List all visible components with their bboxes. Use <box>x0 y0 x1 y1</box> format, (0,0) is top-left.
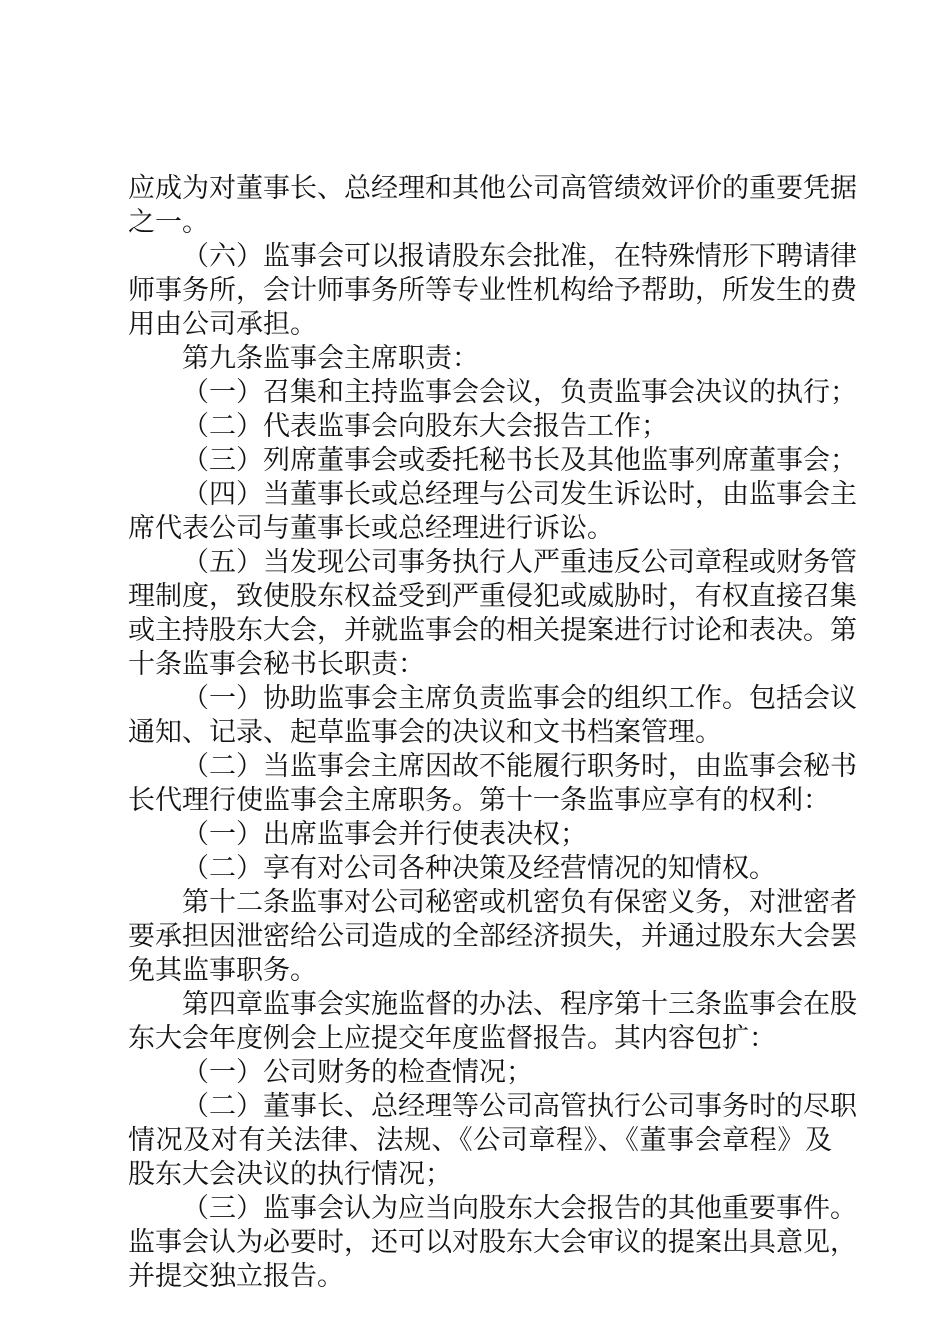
text-line: （一）公司财务的检查情况； <box>182 1057 533 1088</box>
text-line: 之一。 <box>128 207 209 238</box>
text-line: 用由公司承担。 <box>128 309 317 340</box>
text-line: 要承担因泄密给公司造成的全部经济损失，并通过股东大会罢 <box>128 921 857 952</box>
text-line: （二）当监事会主席因故不能履行职务时，由监事会秘书 <box>182 751 857 782</box>
text-line: 或主持股东大会，并就监事会的相关提案进行讨论和表决。第 <box>128 615 857 646</box>
text-line: （二）董事长、总经理等公司高管执行公司事务时的尽职 <box>182 1091 857 1122</box>
text-line: （一）召集和主持监事会会议，负责监事会决议的执行； <box>182 377 857 408</box>
text-line: （三）列席董事会或委托秘书长及其他监事列席董事会； <box>182 445 857 476</box>
text-line: 并提交独立报告。 <box>128 1261 344 1292</box>
text-line: 师事务所，会计师事务所等专业性机构给予帮助，所发生的费 <box>128 275 857 306</box>
text-line: 第九条监事会主席职责： <box>182 343 479 374</box>
text-line: （五）当发现公司事务执行人严重违反公司章程或财务管 <box>182 547 857 578</box>
text-line: 应成为对董事长、总经理和其他公司高管绩效评价的重要凭据 <box>128 173 857 204</box>
text-line: （二）代表监事会向股东大会报告工作； <box>182 411 668 442</box>
document-body <box>128 172 857 1294</box>
text-line: （六）监事会可以报请股东会批准，在特殊情形下聘请律 <box>182 241 857 272</box>
text-line: 免其监事职务。 <box>128 955 317 986</box>
text-line: 长代理行使监事会主席职务。第十一条监事应享有的权利： <box>128 785 830 816</box>
text-line: 十条监事会秘书长职责： <box>128 649 425 680</box>
text-line: 第十二条监事对公司秘密或机密负有保密义务，对泄密者 <box>182 887 857 918</box>
text-line: （四）当董事长或总经理与公司发生诉讼时，由监事会主 <box>182 479 857 510</box>
text-line: （一）协助监事会主席负责监事会的组织工作。包括会议 <box>182 683 857 714</box>
text-line: 第四章监事会实施监督的办法、程序第十三条监事会在股 <box>182 989 857 1020</box>
text-line: （二）享有对公司各种决策及经营情况的知情权。 <box>182 853 776 884</box>
text-line: 东大会年度例会上应提交年度监督报告。其内容包扩： <box>128 1023 776 1054</box>
text-line: 情况及对有关法律、法规、《公司章程》、《董事会章程》及 <box>128 1125 832 1156</box>
text-line: 股东大会决议的执行情况； <box>128 1159 452 1190</box>
text-line: 席代表公司与董事长或总经理进行诉讼。 <box>128 513 614 544</box>
text-line: 监事会认为必要时，还可以对股东大会审议的提案出具意见， <box>128 1227 857 1258</box>
text-line: （三）监事会认为应当向股东大会报告的其他重要事件。 <box>182 1193 857 1224</box>
text-line: 通知、记录、起草监事会的决议和文书档案管理。 <box>128 717 722 748</box>
text-line: （一）出席监事会并行使表决权； <box>182 819 587 850</box>
text-line: 理制度，致使股东权益受到严重侵犯或威胁时，有权直接召集 <box>128 581 857 612</box>
